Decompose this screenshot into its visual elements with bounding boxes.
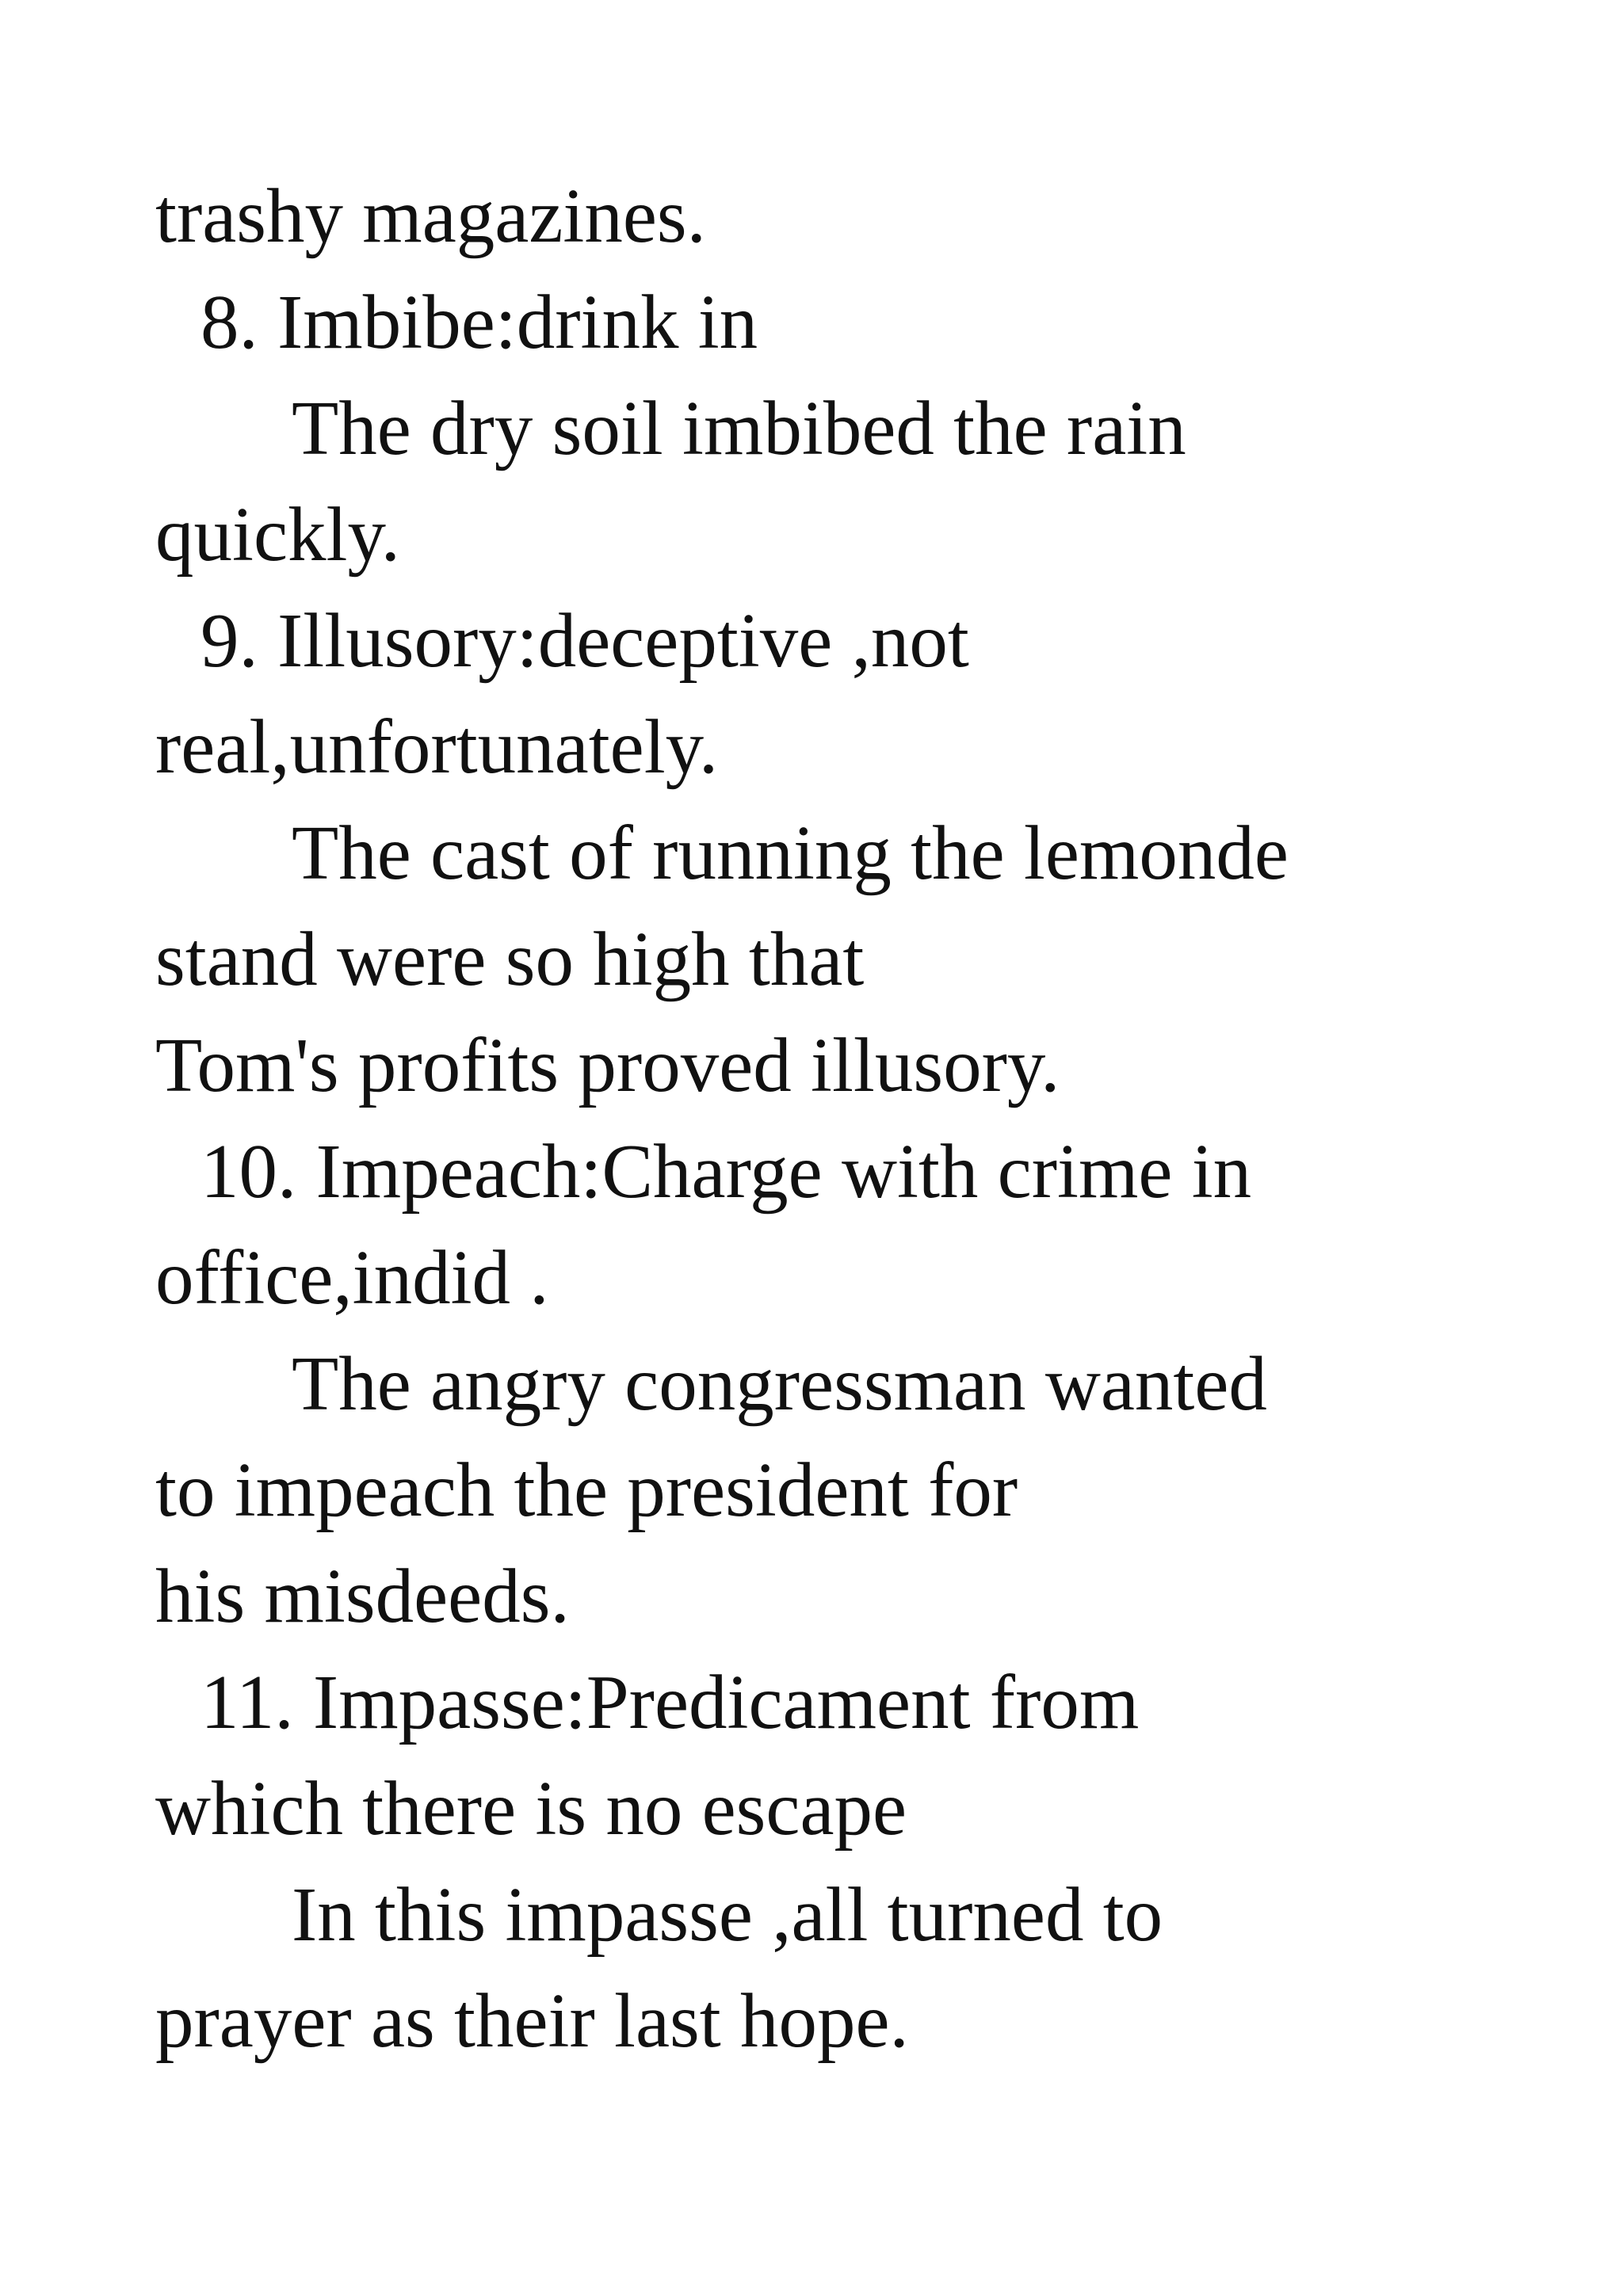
example-sentence-impasse-cont: prayer as their last hope. bbox=[155, 1978, 909, 2063]
example-sentence-illusory: The cast of running the lemonde bbox=[292, 810, 1289, 895]
example-sentence-illusory-cont-2: Tom's profits proved illusory. bbox=[155, 1023, 1060, 1108]
example-sentence-impeach-cont-1: to impeach the president for bbox=[155, 1447, 1018, 1532]
vocab-entry-impasse-cont: which there is no escape bbox=[155, 1766, 907, 1851]
example-sentence-impeach-cont-2: his misdeeds. bbox=[155, 1554, 570, 1638]
vocab-entry-imbibe: 8. Imbibe:drink in bbox=[200, 280, 758, 364]
example-sentence-illusory-cont-1: stand were so high that bbox=[155, 917, 865, 1001]
example-sentence-impeach: The angry congressman wanted bbox=[292, 1341, 1267, 1426]
vocab-entry-illusory-cont: real,unfortunately. bbox=[155, 704, 719, 789]
vocab-entry-impasse: 11. Impasse:Predicament from bbox=[200, 1660, 1140, 1745]
document-body bbox=[155, 163, 1518, 2074]
vocab-entry-illusory: 9. Illusory:deceptive ,not bbox=[200, 598, 969, 683]
example-sentence-imbibe-cont: quickly. bbox=[155, 492, 400, 577]
vocab-entry-impeach-cont: office,indid . bbox=[155, 1235, 549, 1320]
vocab-entry-impeach: 10. Impeach:Charge with crime in bbox=[200, 1129, 1252, 1214]
text-line-continuation: trashy magazines. bbox=[155, 174, 706, 258]
example-sentence-imbibe: The dry soil imbibed the rain bbox=[292, 386, 1186, 471]
example-sentence-impasse: In this impasse ,all turned to bbox=[292, 1872, 1163, 1957]
